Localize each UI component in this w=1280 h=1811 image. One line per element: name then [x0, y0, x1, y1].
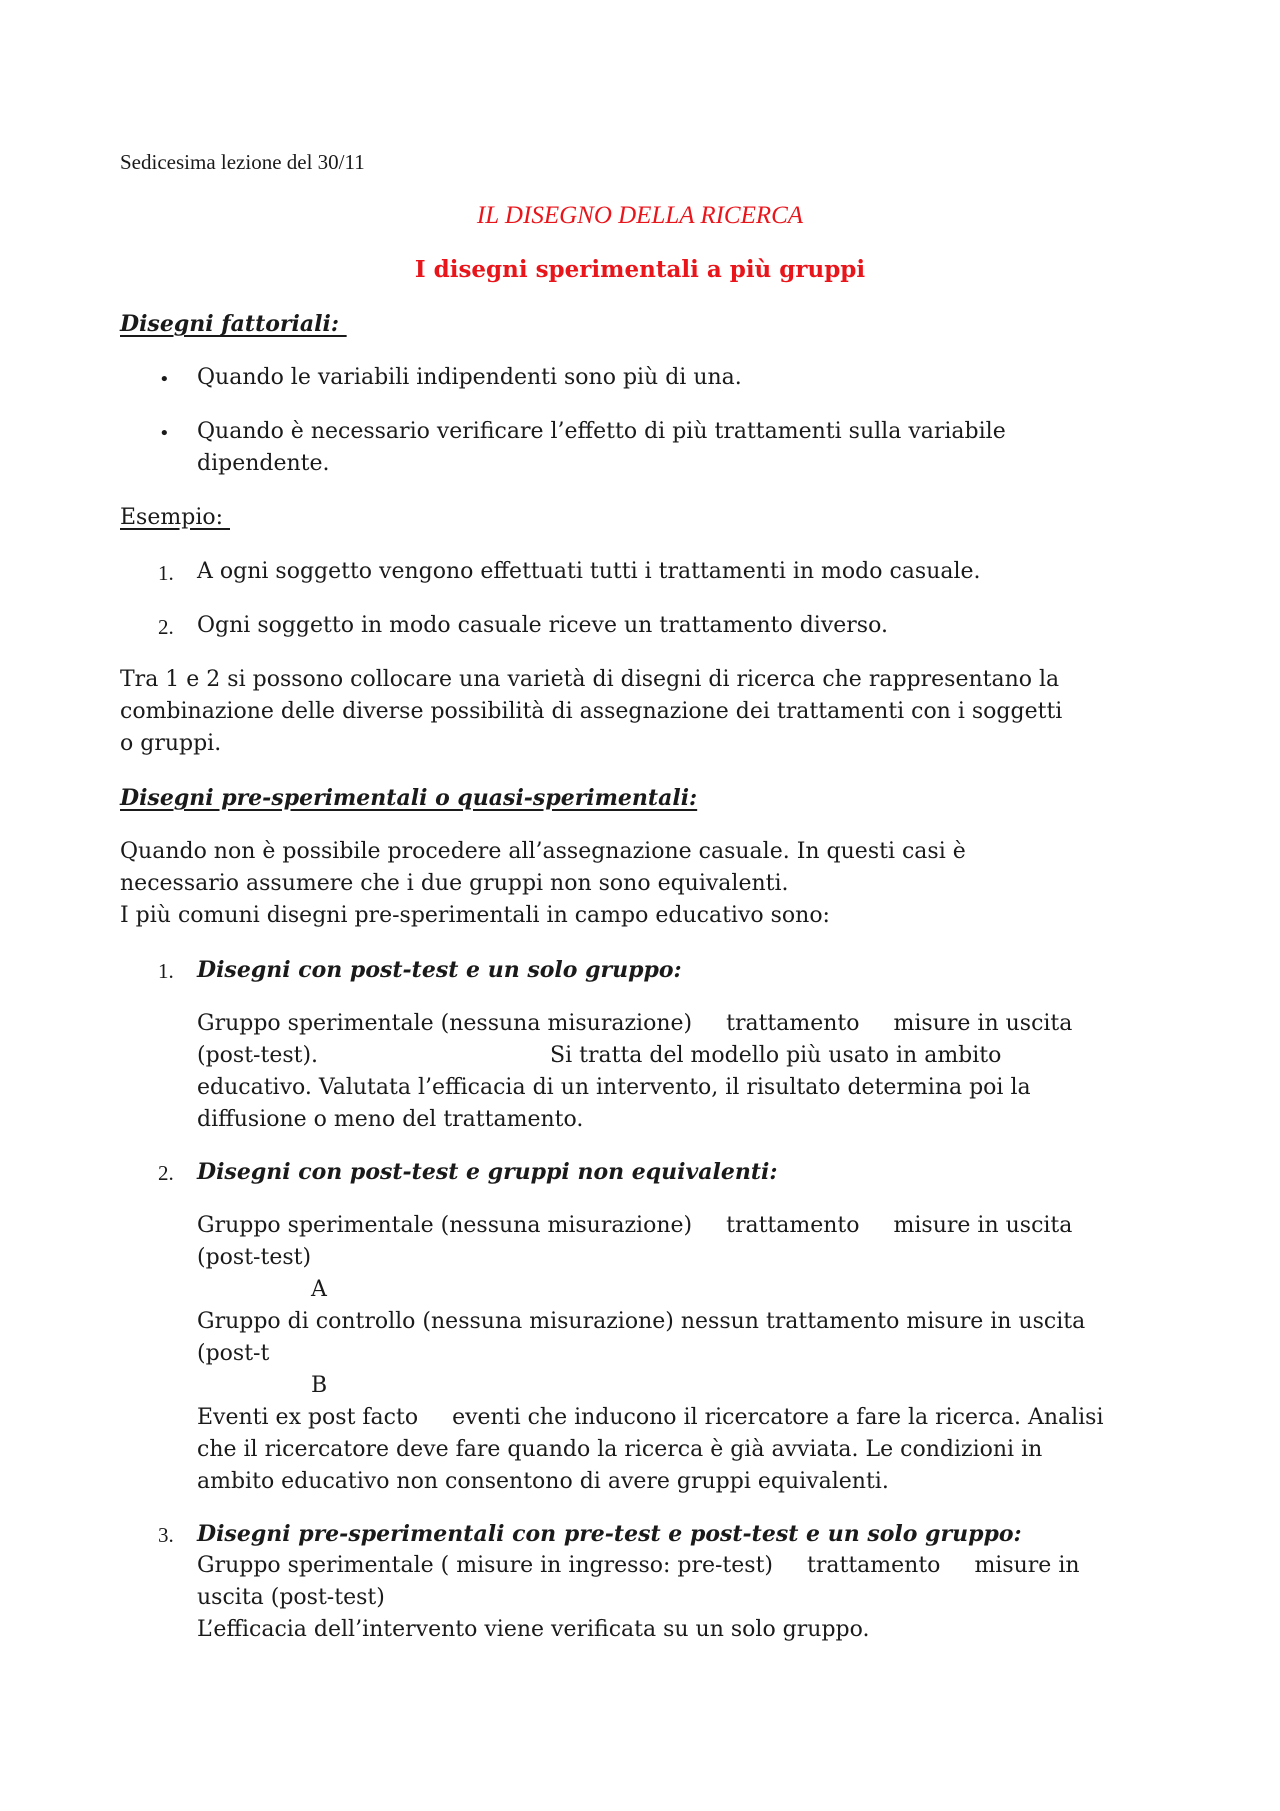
text-run: misure in uscita: [893, 1213, 1073, 1238]
section-heading-factorial: Disegni fattoriali:: [120, 311, 347, 337]
paragraph-line: Quando non è possibile procedere all’assegnazione casuale. In questi casi è: [120, 839, 966, 864]
list-number: 1.: [158, 561, 174, 585]
description-line: [197, 1040, 1072, 1072]
description-line: educativo. Valutata l’efficacia di un intervento, il risultato determina poi la: [197, 1075, 1031, 1100]
list-number: 2.: [158, 1161, 174, 1185]
description-line: diffusione o meno del trattamento.: [197, 1107, 584, 1132]
text-run: Gruppo sperimentale (nessuna misurazione): [197, 1011, 693, 1036]
group-label-a: A: [311, 1277, 327, 1302]
list-item: A ogni soggetto vengono effettuati tutti i trattamenti in modo casuale.: [197, 559, 981, 584]
group-label-b: B: [311, 1373, 328, 1398]
description-line: [197, 1210, 1104, 1242]
description-line: [197, 1550, 1080, 1582]
design-title: Disegni pre-sperimentali con pre-test e post-test e un solo gruppo:: [197, 1521, 1022, 1547]
description-line: (post-test): [197, 1245, 312, 1270]
text-run: trattamento: [726, 1213, 860, 1238]
document-subtitle: I disegni sperimentali a più gruppi: [414, 256, 866, 283]
bullet-item: Quando le variabili indipendenti sono più di una.: [197, 365, 742, 390]
presperimental-intro: [120, 836, 966, 932]
description-line: [197, 1008, 1072, 1040]
text-run: trattamento: [807, 1553, 941, 1578]
bullet-item-line: dipendente.: [197, 451, 330, 476]
lesson-date-line: Sedicesima lezione del 30/11: [120, 150, 365, 174]
section-heading-presperimental: Disegni pre-sperimentali o quasi-sperimentali:: [120, 785, 698, 811]
text-run: eventi che inducono il ricercatore a fare la ricerca. Analisi: [452, 1405, 1104, 1430]
design-description: [197, 1008, 1072, 1136]
description-line: ambito educativo non consentono di avere gruppi equivalenti.: [197, 1469, 889, 1494]
text-run: misure in: [974, 1553, 1080, 1578]
example-label: Esempio:: [120, 505, 230, 530]
bullet-marker: •: [159, 369, 170, 390]
text-run: Si tratta del modello più usato in ambito: [550, 1043, 1002, 1068]
document-title: IL DISEGNO DELLA RICERCA: [476, 202, 804, 229]
design-title: Disegni con post-test e un solo gruppo:: [197, 957, 682, 983]
design-description: [197, 1210, 1104, 1498]
factorial-paragraph: [120, 664, 1062, 760]
text-run: Gruppo sperimentale (nessuna misurazione): [197, 1213, 693, 1238]
design-description: [197, 1550, 1080, 1646]
paragraph-line: necessario assumere che i due gruppi non sono equivalenti.: [120, 871, 789, 896]
description-line: uscita (post-test): [197, 1585, 385, 1610]
list-number: 2.: [158, 615, 174, 639]
bullet-item-line: Quando è necessario verificare l’effetto di più trattamenti sulla variabile: [197, 419, 1006, 444]
paragraph-line: o gruppi.: [120, 731, 222, 756]
description-line: Gruppo di controllo (nessuna misurazione) nessun trattamento misure in uscita: [197, 1309, 1086, 1334]
description-line: L’efficacia dell’intervento viene verificata su un solo gruppo.: [197, 1617, 870, 1642]
design-title: Disegni con post-test e gruppi non equivalenti:: [197, 1159, 778, 1185]
text-run: Eventi ex post facto: [197, 1405, 419, 1430]
paragraph-line: Tra 1 e 2 si possono collocare una varietà di disegni di ricerca che rappresentano la: [120, 667, 1060, 692]
paragraph-line: I più comuni disegni pre-sperimentali in campo educativo sono:: [120, 903, 830, 928]
bullet-marker: •: [159, 423, 170, 444]
paragraph-line: combinazione delle diverse possibilità di assegnazione dei trattamenti con i soggetti: [120, 699, 1063, 724]
text-run: misure in uscita: [893, 1011, 1073, 1036]
text-run: trattamento: [726, 1011, 860, 1036]
text-run: (post-test).: [197, 1043, 319, 1068]
bullet-item: [197, 416, 1006, 480]
list-item: Ogni soggetto in modo casuale riceve un trattamento diverso.: [197, 613, 888, 638]
text-run: Gruppo sperimentale ( misure in ingresso: pre-test): [197, 1553, 774, 1578]
description-line: che il ricercatore deve fare quando la ricerca è già avviata. Le condizioni in: [197, 1437, 1043, 1462]
description-line: (post-t: [197, 1341, 270, 1366]
list-number: 1.: [158, 959, 174, 983]
description-line: [197, 1402, 1104, 1434]
list-number: 3.: [158, 1523, 174, 1547]
